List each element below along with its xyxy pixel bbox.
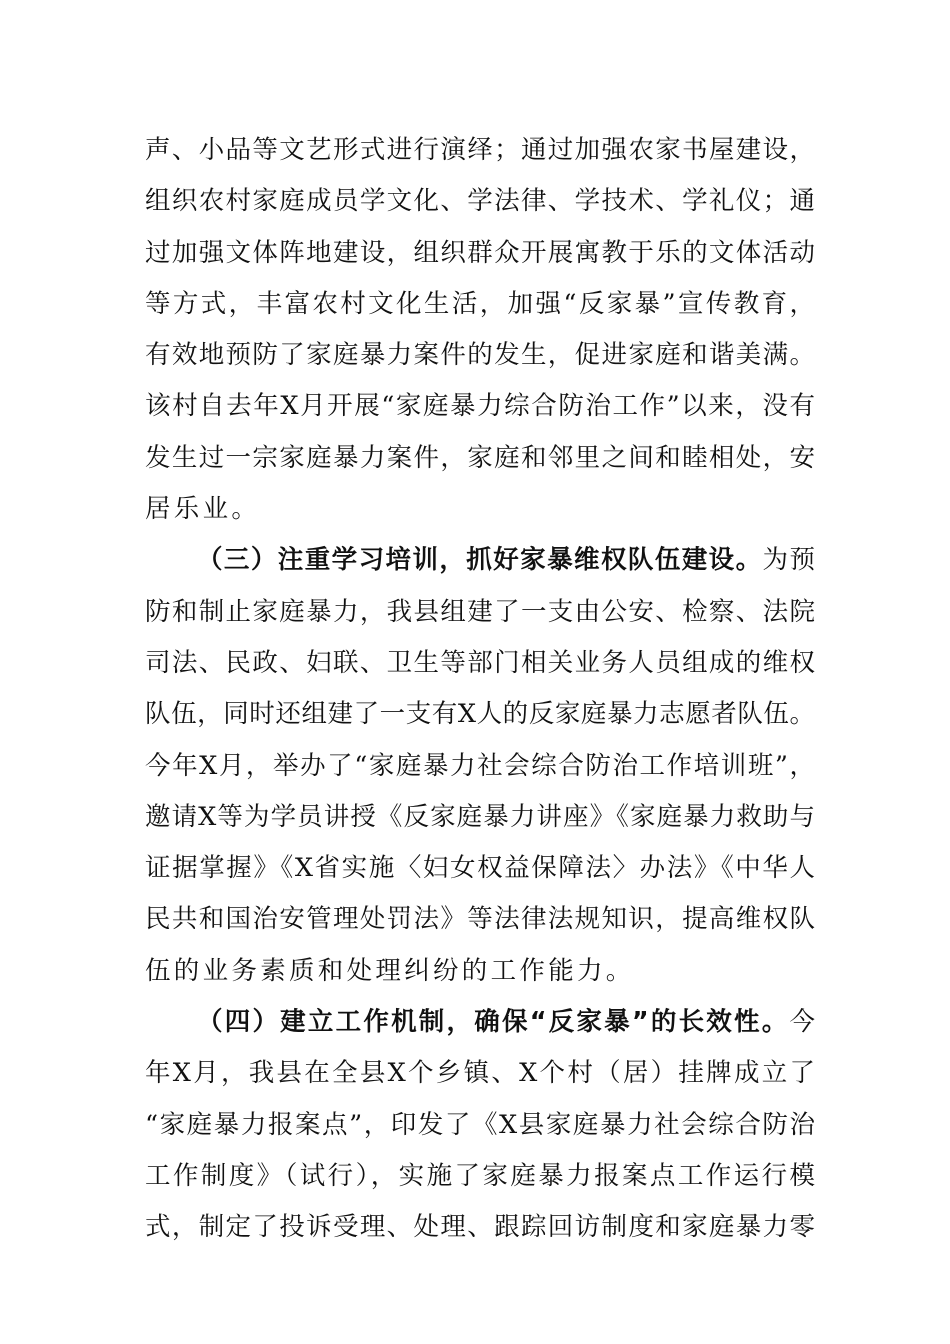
paragraph-line: 有效地预防了家庭暴力案件的发生，促进家庭和谐美满。 bbox=[145, 340, 815, 371]
paragraph-line: 司法、民政、妇联、卫生等部门相关业务人员组成的维权 bbox=[145, 647, 815, 678]
paragraph-line: “家庭暴力报案点”，印发了《X县家庭暴力社会综合防治 bbox=[145, 1109, 815, 1140]
section-4-first-line-text: 今 bbox=[789, 1007, 815, 1038]
paragraph-line: 今年X月，举办了“家庭暴力社会综合防治工作培训班”， bbox=[145, 750, 815, 781]
paragraph-line: 年X月，我县在全县X个乡镇、X个村（居）挂牌成立了 bbox=[145, 1058, 815, 1089]
paragraph-line: 该村自去年X月开展“家庭暴力综合防治工作”以来，没有 bbox=[145, 391, 815, 422]
body-text bbox=[145, 125, 815, 1254]
section-4-first-line bbox=[145, 997, 815, 1048]
section-3-first-line bbox=[145, 535, 815, 586]
paragraph-line: 防和制止家庭暴力，我县组建了一支由公安、检察、法院 bbox=[145, 596, 815, 627]
paragraph-line: 过加强文体阵地建设，组织群众开展寓教于乐的文体活动 bbox=[145, 237, 815, 268]
paragraph-line: 伍的业务素质和处理纠纷的工作能力。 bbox=[145, 955, 635, 986]
section-3-heading: （三）注重学习培训，抓好家暴维权队伍建设。 bbox=[197, 545, 763, 576]
section-4-heading: （四）建立工作机制，确保“反家暴”的长效性。 bbox=[197, 1007, 790, 1038]
paragraph-line: 式，制定了投诉受理、处理、跟踪回访制度和家庭暴力零 bbox=[145, 1212, 815, 1243]
paragraph-line: 声、小品等文艺形式进行演绎；通过加强农家书屋建设， bbox=[145, 135, 815, 165]
paragraph-line: 等方式，丰富农村文化生活，加强“反家暴”宣传教育， bbox=[145, 288, 815, 319]
paragraph-line: 民共和国治安管理处罚法》等法律法规知识，提高维权队 bbox=[145, 904, 815, 935]
section-3-first-line-text: 为预 bbox=[762, 545, 815, 576]
paragraph-line: 队伍，同时还组建了一支有X人的反家庭暴力志愿者队伍。 bbox=[145, 699, 815, 730]
paragraph-line: 邀请X等为学员讲授《反家庭暴力讲座》《家庭暴力救助与 bbox=[145, 801, 815, 832]
paragraph-line: 工作制度》（试行），实施了家庭暴力报案点工作运行模 bbox=[145, 1160, 815, 1191]
paragraph-line: 发生过一宗家庭暴力案件，家庭和邻里之间和睦相处，安 bbox=[145, 442, 815, 473]
paragraph-line: 组织农村家庭成员学文化、学法律、学技术、学礼仪；通 bbox=[145, 186, 815, 217]
paragraph-line: 证据掌握》《X省实施〈妇女权益保障法〉办法》《中华人 bbox=[145, 853, 815, 884]
paragraph-line: 居乐业。 bbox=[145, 494, 261, 525]
